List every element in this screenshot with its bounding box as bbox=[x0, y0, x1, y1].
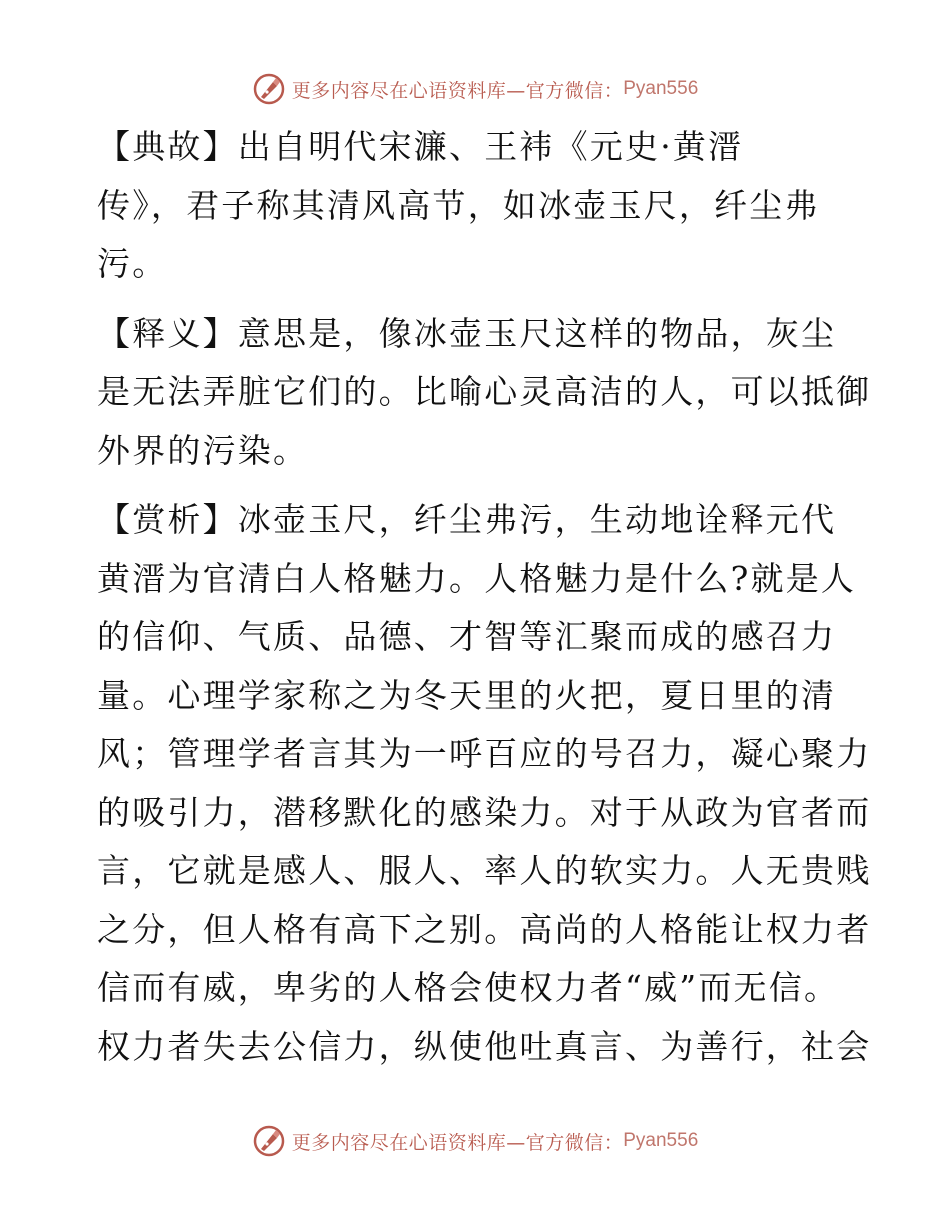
paragraph-allusion bbox=[97, 118, 857, 294]
text-line: 量。心理学家称之为冬天里的火把，夏日里的清 bbox=[97, 675, 837, 715]
text-line: 言，它就是感人、服人、率人的软实力。人无贵贱 bbox=[97, 851, 872, 890]
header-watermark bbox=[0, 72, 950, 106]
text-line: 权力者失去公信力，纵使他吐真言、为善行，社会 bbox=[97, 1026, 872, 1066]
footer-watermark bbox=[0, 1124, 950, 1158]
document-body bbox=[97, 118, 872, 1087]
paragraph-meaning bbox=[97, 305, 872, 481]
pen-logo-icon bbox=[252, 72, 286, 106]
paragraph-appreciation bbox=[97, 491, 872, 1076]
watermark-text: 更多内容尽在心语资料库—官方微信： bbox=[291, 1131, 624, 1154]
text-line: 【典故】出自明代宋濂、王袆《元史·黄溍 bbox=[97, 127, 744, 166]
text-line: 【释义】意思是，像冰壶玉尺这样的物品，灰尘 bbox=[97, 313, 837, 353]
text-line: 【赏析】冰壶玉尺，纤尘弗污，生动地诠释元代 bbox=[97, 500, 837, 539]
pen-logo-icon bbox=[252, 1124, 286, 1158]
watermark-wechat-id: Pyan556 bbox=[623, 78, 699, 99]
text-line: 风；管理学者言其为一呼百应的号召力，凝心聚力 bbox=[97, 734, 872, 773]
text-line: 污。 bbox=[97, 244, 168, 283]
text-line: 外界的污染。 bbox=[97, 430, 309, 470]
text-line: 的吸引力，潜移默化的感染力。对于从政为官者而 bbox=[97, 792, 872, 832]
text-line: 传》，君子称其清风高节，如冰壶玉尺，纤尘弗 bbox=[97, 185, 820, 225]
text-line: 之分，但人格有高下之别。高尚的人格能让权力者 bbox=[97, 909, 872, 949]
text-line: 是无法弄脏它们的。比喻心灵高洁的人，可以抵御 bbox=[97, 372, 872, 411]
watermark-text: 更多内容尽在心语资料库—官方微信： bbox=[291, 79, 624, 102]
watermark-wechat-id: Pyan556 bbox=[623, 1130, 699, 1151]
text-line: 的信仰、气质、品德、才智等汇聚而成的感召力 bbox=[97, 617, 837, 656]
text-line: 黄溍为官清白人格魅力。人格魅力是什么?就是人 bbox=[97, 558, 857, 598]
text-line: 信而有威，卑劣的人格会使权力者“威”而无信。 bbox=[97, 968, 840, 1007]
